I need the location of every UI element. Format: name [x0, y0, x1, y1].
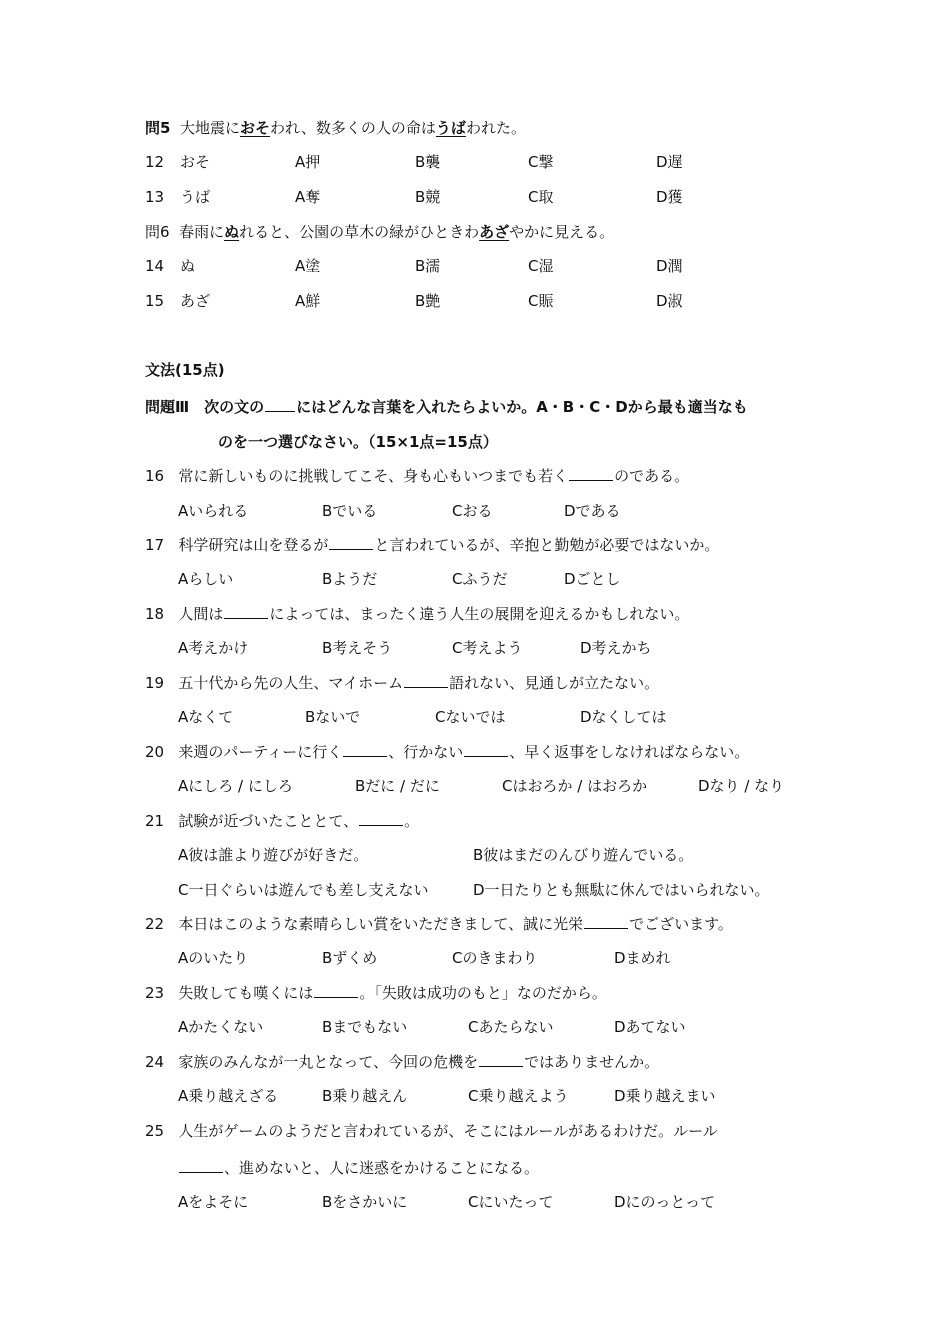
option-b[interactable]: B乗り越えん — [322, 1087, 408, 1105]
question-number: 21 — [145, 812, 165, 830]
item-number: 12 — [145, 153, 165, 171]
option-c[interactable]: C考えよう — [452, 639, 523, 657]
option-a[interactable]: Aなくて — [178, 708, 234, 726]
section-title: 文法(15点) — [145, 361, 225, 379]
question-5-prompt — [145, 118, 526, 138]
option-a[interactable]: A塗 — [295, 257, 321, 275]
option-b[interactable]: Bだに / だに — [355, 777, 440, 795]
option-d[interactable]: Dにのっとって — [614, 1193, 716, 1211]
answer-blank — [569, 466, 613, 481]
option-c[interactable]: C取 — [528, 188, 554, 206]
option-a[interactable]: Aのいたり — [178, 949, 249, 967]
option-c[interactable]: Cのきまわり — [452, 949, 538, 967]
question-22 — [145, 914, 733, 934]
prompt-text: 大地震に — [179, 119, 240, 137]
prompt-text: われた。 — [465, 119, 526, 137]
question-text: 、進めないと、人に迷惑をかけることになる。 — [224, 1159, 540, 1177]
item-word: あざ — [180, 292, 211, 310]
question-21 — [145, 811, 419, 831]
question-text: ではありませんか。 — [524, 1053, 660, 1071]
question-text: 語れない、見通しが立たない。 — [449, 674, 660, 692]
question-text: 、早く返事をしなければならない。 — [509, 743, 750, 761]
question-text: 常に新しいものに挑戦してこそ、身も心もいつまでも若く — [178, 467, 569, 485]
option-a[interactable]: Aらしい — [178, 570, 234, 588]
answer-blank — [404, 673, 448, 688]
answer-blank — [179, 1158, 223, 1173]
option-b[interactable]: B濡 — [415, 257, 441, 275]
question-label: 問5 — [145, 119, 171, 137]
question-25-line2 — [178, 1158, 539, 1178]
answer-blank — [343, 742, 387, 757]
question-text: 。「失敗は成功のもと」なのだから。 — [359, 984, 607, 1002]
question-text: のである。 — [614, 467, 690, 485]
option-b[interactable]: B彼はまだのんびり遊んでいる。 — [473, 846, 694, 864]
option-a[interactable]: Aにしろ / にしろ — [178, 777, 293, 795]
option-a[interactable]: A押 — [295, 153, 321, 171]
answer-blank — [314, 983, 358, 998]
option-d[interactable]: Dまめれ — [614, 949, 671, 967]
question-text: によっては、まったく違う人生の展開を迎えるかもしれない。 — [269, 605, 690, 623]
question-17 — [145, 535, 719, 555]
option-c[interactable]: Cおる — [452, 502, 493, 520]
option-d[interactable]: Dなり / なり — [698, 777, 785, 795]
question-text: 科学研究は山を登るが — [178, 536, 329, 554]
answer-blank — [359, 811, 403, 826]
option-a[interactable]: A鮮 — [295, 292, 321, 310]
question-number: 22 — [145, 915, 165, 933]
option-d[interactable]: D乗り越えまい — [614, 1087, 716, 1105]
option-d[interactable]: Dあてない — [614, 1018, 686, 1036]
prompt-text: われ、数多くの人の命は — [270, 119, 436, 137]
option-a[interactable]: Aいられる — [178, 502, 249, 520]
option-b[interactable]: B競 — [415, 188, 441, 206]
prompt-text: やかに見える。 — [509, 223, 615, 241]
item-word: おそ — [180, 153, 211, 171]
question-label: 問6 — [145, 223, 170, 241]
option-c[interactable]: C撃 — [528, 153, 554, 171]
option-a[interactable]: Aかたくない — [178, 1018, 264, 1036]
option-c[interactable]: Cないでは — [435, 708, 506, 726]
item-number: 15 — [145, 292, 165, 310]
question-number: 18 — [145, 605, 165, 623]
question-19 — [145, 673, 659, 693]
option-d[interactable]: D潤 — [656, 257, 683, 275]
question-number: 25 — [145, 1122, 165, 1140]
underlined-word: うば — [435, 119, 466, 137]
item-number: 13 — [145, 188, 165, 206]
option-b[interactable]: B考えそう — [322, 639, 393, 657]
option-d[interactable]: D獲 — [656, 188, 683, 206]
question-20 — [145, 742, 749, 762]
heading-text: にはどんな言葉を入れたらよいか。A・B・C・Dから最も適当なも — [296, 398, 748, 416]
question-text: と言われているが、辛抱と勤勉が必要ではないか。 — [374, 536, 720, 554]
underlined-word: ぬ — [224, 223, 240, 241]
option-c[interactable]: Cはおろか / はおろか — [502, 777, 648, 795]
option-d[interactable]: Dごとし — [564, 570, 621, 588]
item-word: ぬ — [180, 257, 196, 275]
prompt-text: 春雨に — [179, 223, 225, 241]
option-b[interactable]: Bずくめ — [322, 949, 378, 967]
question-text: 失敗しても嘆くには — [178, 984, 314, 1002]
question-number: 17 — [145, 536, 165, 554]
option-a[interactable]: Aをよそに — [178, 1193, 249, 1211]
question-number: 19 — [145, 674, 165, 692]
question-18 — [145, 604, 689, 624]
option-d[interactable]: D淑 — [656, 292, 683, 310]
answer-blank — [584, 914, 628, 929]
option-d[interactable]: Dなくしては — [580, 708, 667, 726]
option-c[interactable]: C乗り越えよう — [468, 1087, 569, 1105]
underlined-word: おそ — [240, 119, 271, 137]
option-c[interactable]: C湿 — [528, 257, 554, 275]
option-b[interactable]: Bようだ — [322, 570, 378, 588]
prompt-text: れると、公園の草木の緑がひときわ — [239, 223, 480, 241]
option-c[interactable]: Cにいたって — [468, 1193, 554, 1211]
option-c[interactable]: Cあたらない — [468, 1018, 554, 1036]
heading-text: 問題Ⅲ 次の文の — [145, 398, 265, 416]
option-b[interactable]: Bをさかいに — [322, 1193, 408, 1211]
answer-blank — [464, 742, 508, 757]
question-text: 人生がゲームのようだと言われているが、そこにはルールがあるわけだ。ルール — [178, 1122, 718, 1140]
question-number: 24 — [145, 1053, 165, 1071]
question-text: 来週のパーティーに行く — [178, 743, 343, 761]
section-heading — [145, 397, 748, 417]
question-number: 20 — [145, 743, 165, 761]
blank-marker — [265, 397, 295, 412]
question-25 — [145, 1121, 718, 1141]
option-d[interactable]: D一日たりとも無駄に休んではいられない。 — [473, 881, 770, 899]
answer-blank — [329, 535, 373, 550]
option-d[interactable]: D考えかち — [580, 639, 652, 657]
question-text: 本日はこのような素晴らしい賞をいただきまして、誠に光栄 — [178, 915, 584, 933]
question-6-prompt — [145, 222, 614, 242]
question-number: 16 — [145, 467, 165, 485]
option-a[interactable]: A彼は誰より遊びが好きだ。 — [178, 846, 369, 864]
question-text: 五十代から先の人生、マイホーム — [178, 674, 404, 692]
option-b[interactable]: Bまでもない — [322, 1018, 408, 1036]
option-b[interactable]: Bないで — [305, 708, 361, 726]
section-heading-line2: のを一つ選びなさい。（15×1点=15点） — [218, 433, 498, 451]
question-24 — [145, 1052, 659, 1072]
option-c[interactable]: C一日ぐらいは遊んでも差し支えない — [178, 881, 429, 899]
answer-blank — [479, 1052, 523, 1067]
option-a[interactable]: A乗り越えざる — [178, 1087, 279, 1105]
option-c[interactable]: Cふうだ — [452, 570, 508, 588]
question-16 — [145, 466, 689, 486]
option-b[interactable]: B襲 — [415, 153, 441, 171]
question-text: 、行かない — [388, 743, 464, 761]
option-a[interactable]: A考えかけ — [178, 639, 249, 657]
item-word: うば — [180, 188, 211, 206]
question-text: 。 — [404, 812, 420, 830]
option-d[interactable]: D遅 — [656, 153, 683, 171]
answer-blank — [224, 604, 268, 619]
question-text: 試験が近づいたこととて、 — [178, 812, 359, 830]
question-text: でございます。 — [629, 915, 733, 933]
option-d[interactable]: Dである — [564, 502, 621, 520]
option-b[interactable]: B艶 — [415, 292, 441, 310]
option-a[interactable]: A奪 — [295, 188, 321, 206]
option-b[interactable]: Bでいる — [322, 502, 378, 520]
option-c[interactable]: C賑 — [528, 292, 554, 310]
question-23 — [145, 983, 607, 1003]
item-number: 14 — [145, 257, 165, 275]
underlined-word: あざ — [479, 223, 510, 241]
question-number: 23 — [145, 984, 165, 1002]
question-text: 家族のみんなが一丸となって、今回の危機を — [178, 1053, 479, 1071]
question-text: 人間は — [178, 605, 224, 623]
